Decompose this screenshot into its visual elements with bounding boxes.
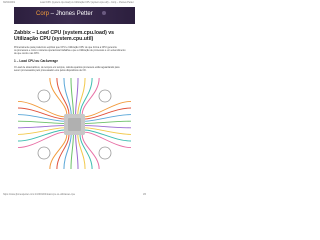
body-line: O Load de sistema/linux, de tempos em tempos, calcula quantos processos estão aguardando para (14, 66, 120, 69)
print-footer-url: https://www.jhonespetter.com.br/2019/04/load-cpu-vs-utilizacao-cpu/ (3, 193, 76, 196)
intro-line: os processos e como o sistema operacional trabalha e que a Utilização de processos é um entendimento (14, 49, 126, 52)
browser-header (0, 0, 149, 5)
site-header-banner (14, 7, 135, 24)
intro-paragraph (14, 46, 135, 55)
print-date: 30/04/2019 (3, 1, 15, 4)
site-title[interactable] (36, 11, 93, 18)
body-paragraph (14, 66, 135, 72)
body-line: serem processados pelo processador e/ou pelos dispositivos de I/O. (14, 69, 87, 72)
intro-line: de que ocorre nas CPU. (14, 52, 40, 55)
print-page-number: 1/5 (142, 193, 146, 196)
intro-line: Primeiramente para podermos explicar que CPU e Utilização CPU de que forma a CPU gerencia (14, 46, 117, 49)
section-heading: 1 – Load CPU ou CarAverage (14, 59, 58, 63)
print-page-title: Load CPU (system.cpu.load) vs Utilização CPU (system.cpu.util) – Corp – Jhones Petter (40, 1, 134, 4)
site-title-author: Jhones Petter (55, 11, 93, 17)
banner-decoration (102, 11, 106, 15)
site-title-main: Corp (36, 11, 50, 17)
cpu-core (68, 118, 81, 131)
site-title-separator: – (49, 11, 56, 17)
post-title: Zabbix – Load CPU (system.cpu.load) vs Utilização CPU (system.cpu.util) (14, 30, 115, 43)
cpu-load-illustration (14, 76, 135, 171)
